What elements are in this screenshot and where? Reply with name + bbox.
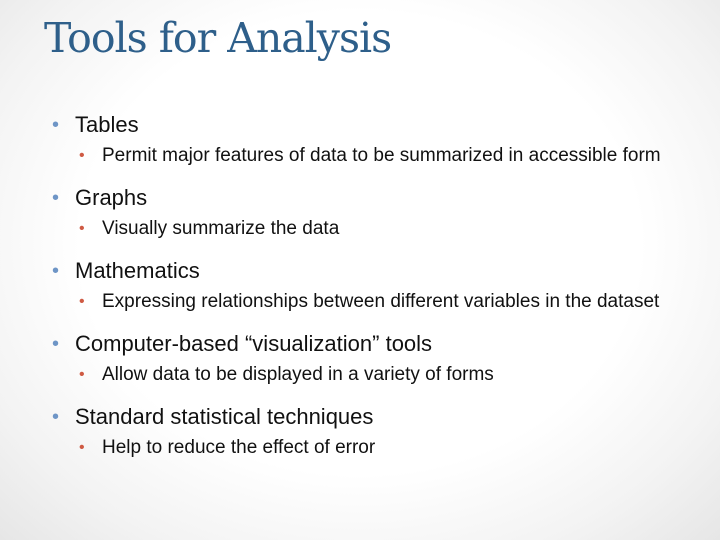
sub-bullet-text: Visually summarize the data	[102, 218, 340, 239]
bullet-dot-icon: •	[52, 333, 60, 355]
sub-bullet-dot-icon: •	[79, 220, 85, 237]
bullet-label: Tables	[75, 112, 139, 137]
bullet-label: Mathematics	[75, 258, 200, 283]
sub-bullet-dot-icon: •	[79, 293, 85, 310]
bullet-item-statistical-techniques	[48, 402, 698, 432]
bullet-item-tables	[48, 110, 698, 140]
sub-bullet-item	[48, 288, 698, 315]
bullet-dot-icon: •	[52, 406, 60, 428]
sub-bullet-text: Permit major features of data to be summarized in accessible form	[102, 145, 661, 166]
bullet-list	[48, 110, 698, 475]
sub-bullet-text: Expressing relationships between different variables in the dataset	[102, 291, 660, 312]
sub-bullet-text: Allow data to be displayed in a variety of forms	[102, 364, 494, 385]
bullet-label: Computer-based “visualization” tools	[75, 331, 433, 356]
sub-bullet-item	[48, 142, 698, 169]
slide-title: Tools for Analysis	[44, 14, 392, 62]
bullet-label: Graphs	[75, 185, 148, 210]
sub-bullet-text: Help to reduce the effect of error	[102, 437, 376, 458]
sub-bullet-dot-icon: •	[79, 147, 85, 164]
bullet-item-visualization-tools	[48, 329, 698, 359]
bullet-dot-icon: •	[52, 187, 60, 209]
sub-bullet-item	[48, 215, 698, 242]
sub-bullet-dot-icon: •	[79, 366, 85, 383]
sub-bullet-item	[48, 361, 698, 388]
sub-bullet-item	[48, 434, 698, 461]
bullet-dot-icon: •	[52, 260, 60, 282]
sub-bullet-dot-icon: •	[79, 439, 85, 456]
bullet-label: Standard statistical techniques	[75, 404, 374, 429]
bullet-item-graphs	[48, 183, 698, 213]
bullet-dot-icon: •	[52, 114, 60, 136]
bullet-item-mathematics	[48, 256, 698, 286]
